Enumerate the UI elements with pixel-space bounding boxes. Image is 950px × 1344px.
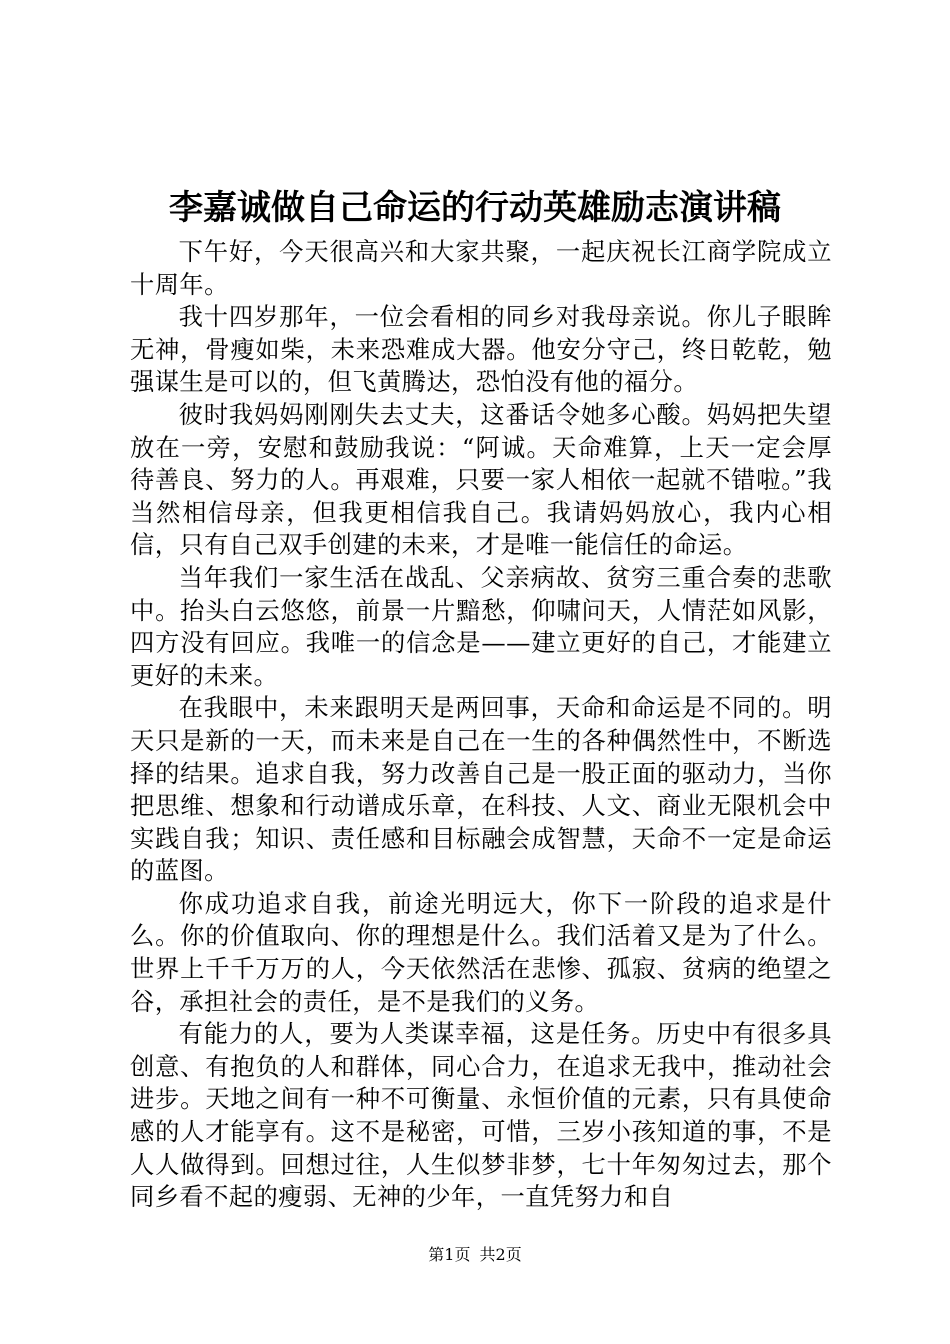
paragraph-2: 我十四岁那年，一位会看相的同乡对我母亲说。你儿子眼眸无神，骨瘦如柴，未来恐难成大器。他安分守己，终日乾乾，勉强谋生是可以的，但飞黄腾达，恐怕没有他的福分。 <box>130 302 832 397</box>
paragraph-7: 有能力的人，要为人类谋幸福，这是任务。历史中有很多具创意、有抱负的人和群体，同心合力，在追求无我中，推动社会进步。天地之间有一种不可衡量、永恒价值的元素，只有具使命感的人才能享有。这不是秘密，可惜，三岁小孩知道的事，不是人人做得到。回想过往，人生似梦非梦，七十年匆匆过去，那个同乡看不起的瘦弱、无神的少年，一直凭努力和自 <box>130 1019 832 1212</box>
paragraph-4: 当年我们一家生活在战乱、父亲病故、贫穷三重合奏的悲歌中。抬头白云悠悠，前景一片黯愁，仰啸问天，人情茫如风影，四方没有回应。我唯一的信念是——建立更好的自己，才能建立更好的未来。 <box>130 562 832 690</box>
paragraph-3: 彼时我妈妈刚刚失去丈夫，这番话令她多心酸。妈妈把失望放在一旁，安慰和鼓励我说：“阿诚。天命难算，上天一定会厚待善良、努力的人。再艰难，只要一家人相依一起就不错啦。”我当然相信母亲，但我更相信我自己。我请妈妈放心，我内心相信，只有自己双手创建的未来，才是唯一能信任的命运。 <box>130 399 832 560</box>
page-footer <box>0 1244 950 1266</box>
document-body <box>130 236 832 1214</box>
page-number-current: 第1页 <box>428 1245 471 1264</box>
paragraph-6: 你成功追求自我，前途光明远大，你下一阶段的追求是什么。你的价值取向、你的理想是什么。我们活着又是为了什么。世界上千千万万的人，今天依然活在悲惨、孤寂、贫病的绝望之谷，承担社会的责任，是不是我们的义务。 <box>130 888 832 1016</box>
paragraph-5: 在我眼中，未来跟明天是两回事，天命和命运是不同的。明天只是新的一天，而未来是自己在一生的各种偶然性中，不断选择的结果。追求自我，努力改善自己是一股正面的驱动力，当你把思维、想象和行动谱成乐章，在科技、人文、商业无限机会中实践自我；知识、责任感和目标融会成智慧，天命不一定是命运的蓝图。 <box>130 693 832 886</box>
document-title: 李嘉诚做自己命运的行动英雄励志演讲稿 <box>169 188 781 228</box>
page-number-total: 共2页 <box>479 1245 522 1264</box>
paragraph-1: 下午好，今天很高兴和大家共聚，一起庆祝长江商学院成立十周年。 <box>130 237 832 299</box>
